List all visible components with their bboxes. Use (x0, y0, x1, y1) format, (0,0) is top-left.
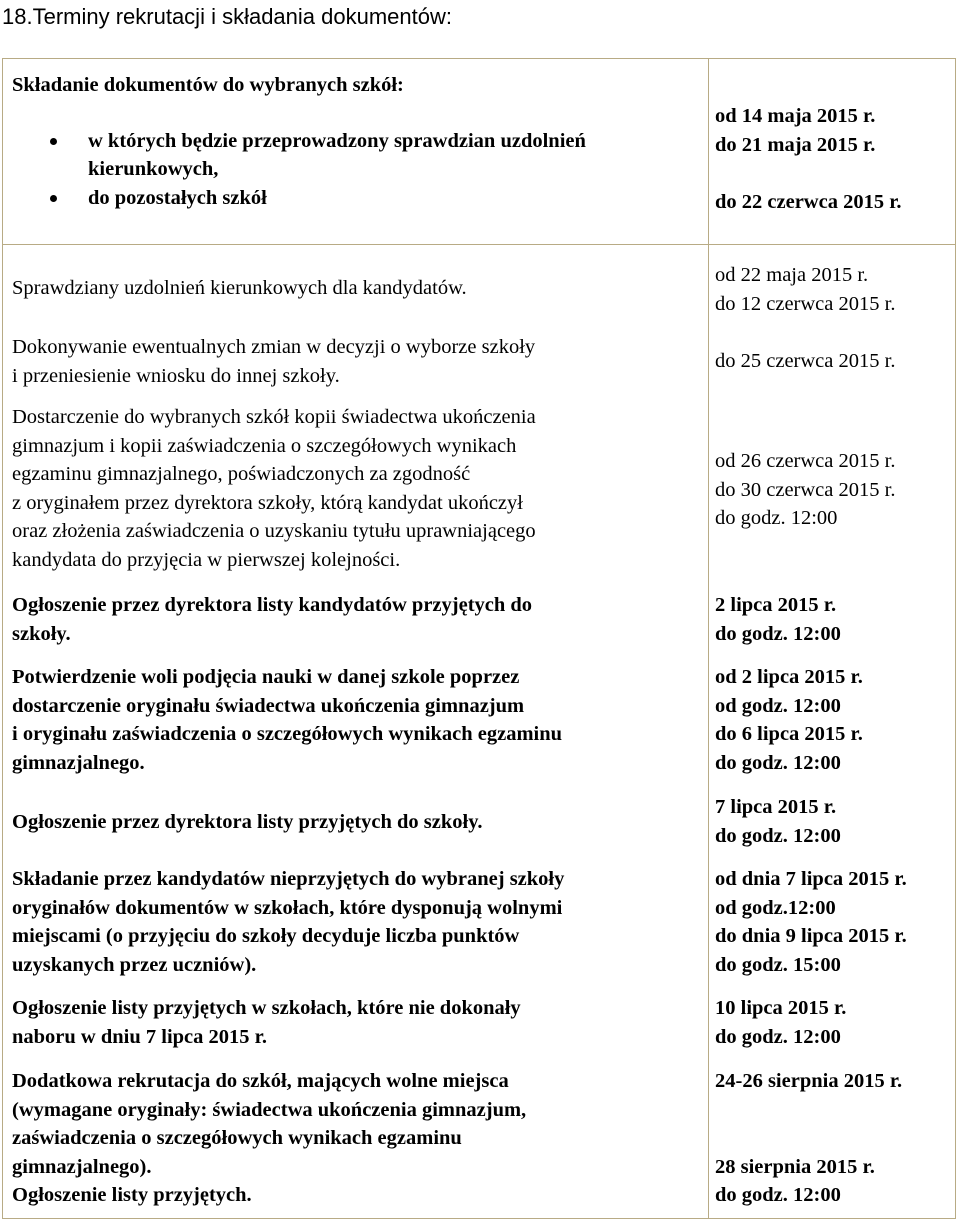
text-line: gimnazjum i kopii zaświadczenia o szczegółowych wynikach (12, 434, 517, 457)
list-item (12, 184, 702, 213)
text-line: kandydata do przyjęcia w pierwszej kolejności. (12, 548, 401, 571)
date-line: od godz.12:00 (715, 896, 836, 919)
bullet-icon (50, 195, 57, 202)
text-line: Ogłoszenie przez dyrektora listy przyjętych do szkoły. (12, 811, 483, 833)
column-divider (708, 59, 709, 1218)
text-line: Ogłoszenie listy przyjętych. (12, 1184, 252, 1206)
bullet-text: do pozostałych szkół (88, 186, 267, 209)
text-line: miejscami (o przyjęciu do szkoły decyduje liczba punktów (12, 925, 520, 947)
date-line: do godz. 12:00 (715, 824, 841, 847)
date-line: do godz. 12:00 (715, 751, 841, 774)
date-line: 10 lipca 2015 r. (715, 997, 847, 1019)
row-8-description (12, 865, 702, 979)
text-line: oryginałów dokumentów w szkołach, które dysponują wolnymi (12, 896, 563, 919)
row-9-description (12, 994, 702, 1051)
date-line: do 25 czerwca 2015 r. (715, 350, 896, 372)
date-line: do 22 czerwca 2015 r. (715, 190, 902, 213)
row-7-dates (715, 793, 955, 850)
row-2-description (12, 274, 702, 303)
text-line: Ogłoszenie listy przyjętych w szkołach, które nie dokonały (12, 997, 521, 1019)
row-3-dates (715, 347, 955, 376)
row-7-description (12, 808, 702, 837)
date-line: do 6 lipca 2015 r. (715, 723, 863, 745)
row-4-description (12, 403, 702, 574)
date-line: od 26 czerwca 2015 r. (715, 450, 896, 472)
text-line: Sprawdziany uzdolnień kierunkowych dla kandydatów. (12, 277, 467, 299)
date-line: do godz. 12:00 (715, 1025, 841, 1048)
date-line: do 30 czerwca 2015 r. (715, 478, 896, 501)
row-3-description (12, 333, 702, 390)
text-line: gimnazjalnego. (12, 751, 145, 774)
date-line: 24-26 sierpnia 2015 r. (715, 1070, 903, 1092)
text-line: Składanie przez kandydatów nieprzyjętych do wybranej szkoły (12, 868, 565, 890)
text-line: Ogłoszenie przez dyrektora listy kandydatów przyjętych do (12, 594, 533, 616)
text-line: oraz złożenia zaświadczenia o uzyskaniu tytułu uprawniającego (12, 520, 536, 542)
row-1-title: Składanie dokumentów do wybranych szkół: (12, 74, 404, 96)
text-line: Dokonywanie ewentualnych zmian w decyzji o wyborze szkoły (12, 336, 536, 358)
row-5-dates (715, 591, 955, 648)
text-line: szkoły. (12, 622, 71, 645)
section-heading: 18.Terminy rekrutacji i składania dokumentów: (2, 4, 452, 29)
row-5-description (12, 591, 702, 648)
text-line: egzaminu gimnazjalnego, poświadczonych za zgodność (12, 463, 471, 485)
text-line: naboru w dniu 7 lipca 2015 r. (12, 1025, 267, 1048)
row-divider (3, 244, 955, 245)
row-6-description (12, 663, 702, 777)
bullet-icon (50, 138, 57, 145)
text-line: z oryginałem przez dyrektora szkoły, którą kandydat ukończył (12, 491, 523, 514)
text-line: Potwierdzenie woli podjęcia nauki w danej szkole poprzez (12, 666, 520, 688)
date-line: od godz. 12:00 (715, 694, 841, 717)
date-line: do godz. 12:00 (715, 622, 841, 645)
date-line: od dnia 7 lipca 2015 r. (715, 868, 907, 890)
text-line: gimnazjalnego). (12, 1155, 152, 1178)
date-line: od 2 lipca 2015 r. (715, 666, 863, 688)
row-6-dates (715, 663, 955, 777)
text-line: i oryginału zaświadczenia o szczegółowych wynikach egzaminu (12, 723, 563, 745)
row-4-dates (715, 447, 955, 533)
date-line: od 14 maja 2015 r. (715, 105, 876, 127)
date-line: do godz. 12:00 (715, 1184, 841, 1206)
schedule-table (2, 58, 956, 1219)
date-line: 2 lipca 2015 r. (715, 594, 837, 616)
row-10-description (12, 1067, 702, 1210)
date-line (715, 1124, 955, 1153)
date-line: 28 sierpnia 2015 r. (715, 1155, 875, 1178)
date-line: do 21 maja 2015 r. (715, 133, 876, 156)
date-line: od 22 maja 2015 r. (715, 264, 869, 286)
date-line: do 12 czerwca 2015 r. (715, 292, 896, 315)
row-2-dates (715, 261, 955, 318)
row-10-dates (715, 1067, 955, 1210)
text-line: zaświadczenia o szczegółowych wynikach egzaminu (12, 1127, 462, 1149)
bullet-text: w których będzie przeprowadzony sprawdzian uzdolnień kierunkowych, (88, 129, 586, 180)
text-line: Dodatkowa rekrutacja do szkół, mających wolne miejsca (12, 1070, 509, 1092)
row-9-dates (715, 994, 955, 1051)
date-line (715, 1096, 955, 1125)
text-line: dostarczenie oryginału świadectwa ukończenia gimnazjum (12, 694, 525, 717)
date-line (715, 159, 955, 188)
row-1-bullet-list (12, 127, 702, 213)
text-line: Dostarczenie do wybranych szkół kopii świadectwa ukończenia (12, 406, 536, 428)
row-1-dates (715, 102, 955, 216)
row-8-dates (715, 865, 955, 979)
row-1-description (12, 71, 702, 212)
date-line: do godz. 12:00 (715, 507, 838, 529)
list-item (12, 127, 702, 184)
text-line: (wymagane oryginały: świadectwa ukończenia gimnazjum, (12, 1098, 527, 1121)
date-line: 7 lipca 2015 r. (715, 796, 837, 818)
date-line: do dnia 9 lipca 2015 r. (715, 925, 907, 947)
text-line: uzyskanych przez uczniów). (12, 953, 257, 976)
text-line: i przeniesienie wniosku do innej szkoły. (12, 364, 340, 387)
date-line: do godz. 15:00 (715, 953, 841, 976)
